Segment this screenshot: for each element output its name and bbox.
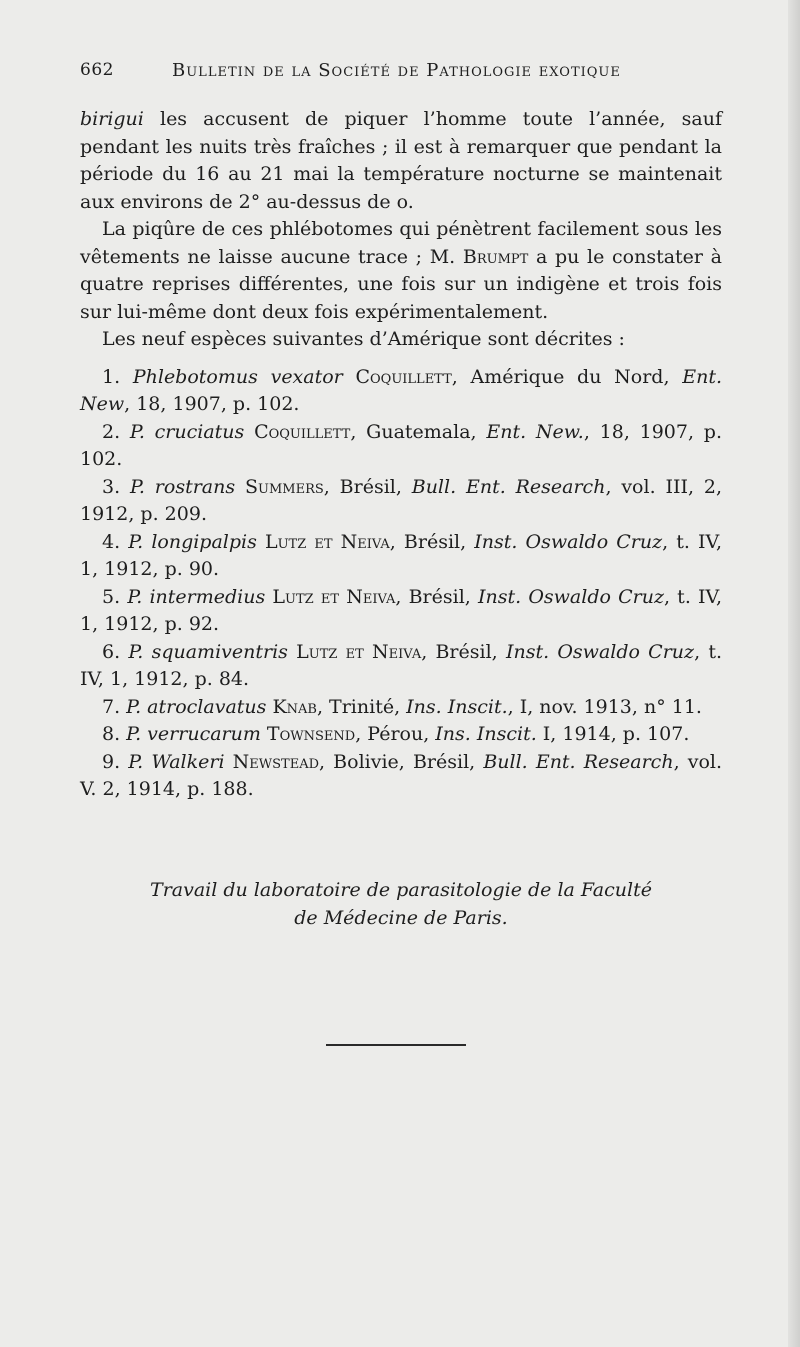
ref-place: , Trinité, <box>316 695 407 718</box>
ref-rest: , 18, 1907, p. 102. <box>124 393 300 415</box>
ref-author: Knab <box>272 695 317 718</box>
ref-number: 4. <box>102 530 129 553</box>
ref-place: , Brésil, <box>389 530 475 553</box>
paragraph-3: Les neuf espèces suivantes d’Amérique sont décrites : <box>102 328 625 350</box>
page-edge-shadow <box>788 0 800 1347</box>
running-title: Bulletin de la Société de Pathologie exotique <box>172 60 621 81</box>
ref-author: Newstead <box>232 750 320 773</box>
ref-author: Lutz et Neiva <box>296 640 422 663</box>
paragraph-1-text: les accusent de piquer l’homme toute l’année, sauf pendant les nuits très fraîches ; il est à remarquer que pendant la période du 16 au 21 mai la température nocturne se maintenait aux environs de 2° au-dessus de o. <box>80 108 722 213</box>
ref-rest: , vol. III, 2, 1912, p. 209. <box>80 475 722 525</box>
ref-place: , Brésil, <box>395 585 478 608</box>
ref-author: Lutz et Neiva <box>272 585 396 608</box>
ref-place: , Pérou, <box>355 723 436 745</box>
page-header <box>80 60 720 90</box>
ref-journal: Bull. Ent. Research <box>411 475 606 498</box>
ref-author: Lutz et Neiva <box>264 530 390 553</box>
page-number: 662 <box>80 60 114 80</box>
ref-number: 2. <box>102 420 130 443</box>
ref-species: P. atroclavatus <box>126 695 267 718</box>
ref-place: , Amérique du Nord, <box>451 365 683 388</box>
credit-line-2: de Médecine de Paris. <box>294 907 508 929</box>
paragraph-2-after: a pu le constater à quatre reprises différentes, une fois sur un indigène et trois fois sur lui-même dont deux fois expérimentalement. <box>80 245 722 323</box>
ref-species: P. squamiventris <box>128 640 288 663</box>
ref-journal: Ins. Inscit. <box>406 695 508 718</box>
ref-number: 8. <box>102 723 127 745</box>
reference-item <box>80 749 722 804</box>
reference-item <box>80 419 722 474</box>
paragraph-2 <box>80 216 722 326</box>
ref-rest: , I, nov. 1913, n° 11. <box>507 695 702 718</box>
ref-journal: Ins. Inscit. <box>435 723 537 745</box>
paragraph-1-lead: birigui <box>80 108 144 130</box>
ref-journal: Inst. Oswaldo Cruz <box>505 640 695 663</box>
reference-item <box>80 694 722 722</box>
paragraph-1 <box>80 106 722 216</box>
ref-species: P. verrucarum <box>126 723 261 745</box>
ref-species: P. rostrans <box>129 475 236 498</box>
ref-author: Coquillett <box>254 420 351 443</box>
credit-line-1: Travail du laboratoire de parasitologie de la Faculté <box>150 879 652 901</box>
ref-journal: Bull. Ent. Research <box>483 750 674 773</box>
paragraph-2-before: La piqûre de ces phlébotomes qui pénètrent facilement sous les vêtements ne laisse aucune trace ; M. <box>80 218 722 268</box>
ref-rest: , t. IV, 1, 1912, p. 90. <box>80 530 722 580</box>
ref-place: , Bolivie, Brésil, <box>319 750 484 773</box>
ref-journal: Inst. Oswaldo Cruz <box>474 530 663 553</box>
ref-species: P. Walkeri <box>128 750 225 773</box>
ref-number: 7. <box>102 695 127 718</box>
ref-number: 5. <box>102 585 128 608</box>
author-name: Brumpt <box>462 245 529 268</box>
end-rule <box>326 1044 466 1046</box>
ref-journal: Ent. New <box>80 365 722 415</box>
ref-number: 1. <box>102 365 133 388</box>
reference-item <box>80 721 722 749</box>
ref-species: P. longipalpis <box>128 530 257 553</box>
ref-number: 3. <box>102 475 130 498</box>
ref-rest: , vol. V. 2, 1914, p. 188. <box>80 750 723 800</box>
ref-author: Coquillett <box>355 365 452 388</box>
reference-item <box>80 364 722 419</box>
ref-journal: Inst. Oswaldo Cruz <box>477 585 664 608</box>
body-text <box>80 106 722 804</box>
ref-place: , Brésil, <box>421 640 506 663</box>
reference-item <box>80 474 722 529</box>
ref-rest: I, 1914, p. 107. <box>536 723 690 745</box>
ref-rest: , t. IV, 1, 1912, p. 92. <box>80 585 722 635</box>
ref-number: 6. <box>102 640 129 663</box>
reference-list <box>80 364 722 804</box>
ref-number: 9. <box>102 750 129 773</box>
reference-item <box>80 584 722 639</box>
ref-place: , Brésil, <box>323 475 412 498</box>
ref-species: Phlebotomus vexator <box>132 365 343 388</box>
laboratory-credit <box>80 876 722 932</box>
reference-item <box>80 529 722 584</box>
ref-author: Townsend <box>266 723 356 745</box>
ref-rest: , t. IV, 1, 1912, p. 84. <box>80 640 723 690</box>
ref-species: P. intermedius <box>127 585 266 608</box>
ref-journal: Ent. New. <box>486 420 584 443</box>
ref-species: P. cruciatus <box>129 420 245 443</box>
ref-place: , Guatemala, <box>350 420 487 443</box>
ref-author: Summers <box>244 475 324 498</box>
reference-item <box>80 639 722 694</box>
ref-rest: , 18, 1907, p. 102. <box>80 420 722 470</box>
